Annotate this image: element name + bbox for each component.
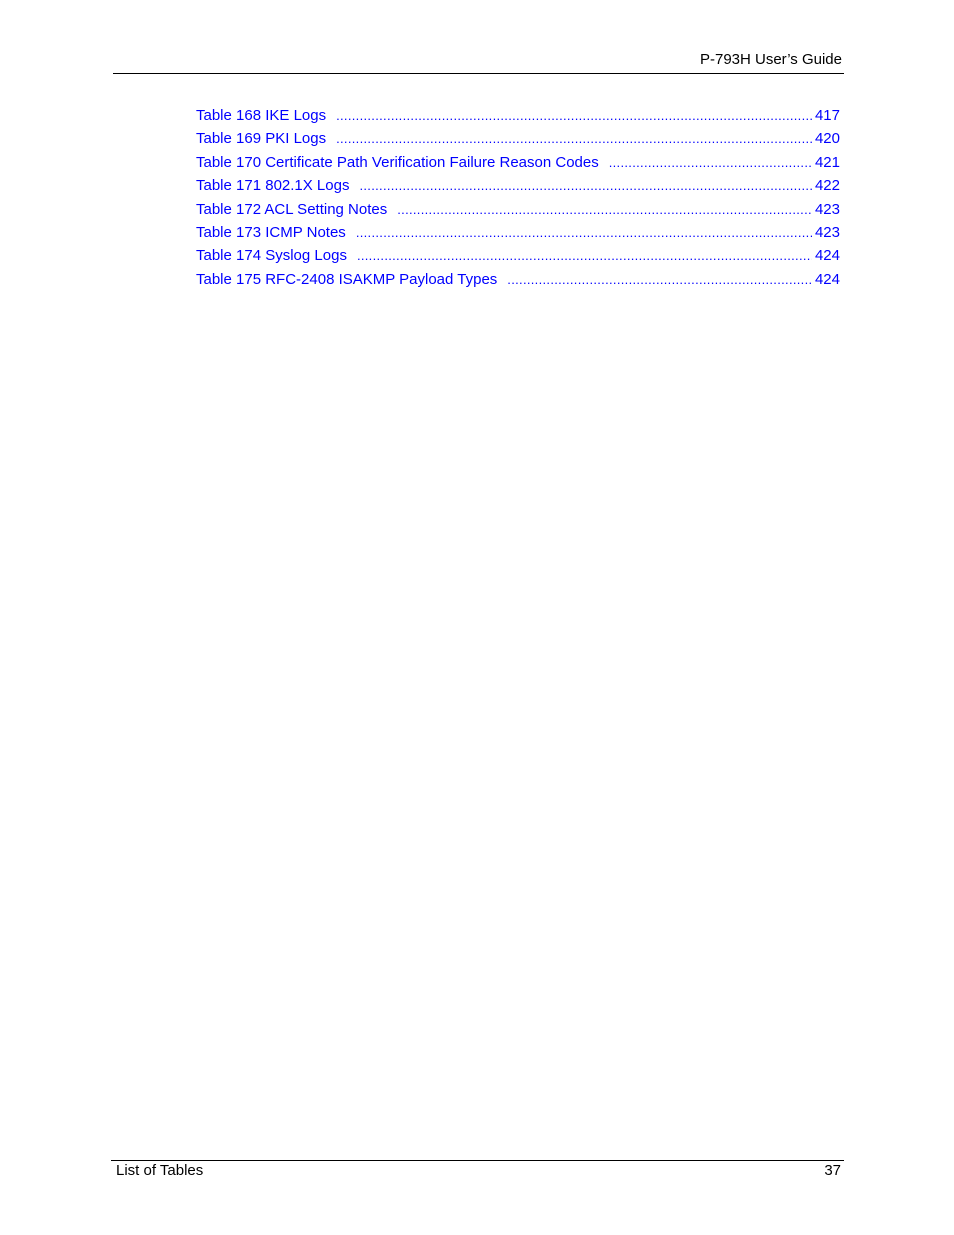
toc-entry-page: 424: [814, 270, 840, 288]
toc-item: [196, 106, 840, 129]
toc-item: [196, 129, 840, 152]
toc-link-table-168[interactable]: [196, 106, 840, 129]
header-divider: [113, 73, 844, 74]
dot-leader: [507, 270, 812, 290]
toc-entry-label: Table 173 ICMP Notes: [196, 223, 346, 241]
dot-leader: [359, 176, 812, 196]
toc-link-table-174[interactable]: [196, 246, 840, 269]
toc-link-table-175[interactable]: [196, 270, 840, 293]
dot-leader: [609, 153, 812, 173]
toc-item: [196, 153, 840, 176]
toc-item: [196, 246, 840, 269]
dot-leader: [397, 200, 812, 220]
toc-link-table-171[interactable]: [196, 176, 840, 199]
toc-link-table-170[interactable]: [196, 153, 840, 176]
toc-item: [196, 223, 840, 246]
toc-entry-label: Table 171 802.1X Logs: [196, 177, 350, 195]
footer-section-title: List of Tables: [116, 1162, 204, 1179]
dot-leader: [357, 246, 812, 266]
toc-entry-page: 424: [814, 247, 840, 265]
toc-entry-label: Table 169 PKI Logs: [196, 130, 327, 148]
toc-entry-page: 423: [814, 200, 840, 218]
dot-leader: [336, 106, 812, 126]
toc-entry-label: Table 168 IKE Logs: [196, 107, 327, 124]
document-title: P-793H User’s Guide: [699, 51, 842, 68]
dot-leader: [336, 129, 812, 149]
toc-link-table-172[interactable]: [196, 200, 840, 223]
toc-item: [196, 176, 840, 199]
toc-entry-page: 421: [814, 153, 840, 171]
toc-entry-page: 422: [814, 177, 840, 195]
toc-entry-label: Table 175 RFC-2408 ISAKMP Payload Types: [196, 270, 498, 288]
toc-entry-page: 417: [814, 107, 840, 124]
toc-item: [196, 270, 840, 293]
footer-page-number: 37: [824, 1162, 841, 1179]
toc-entry-label: Table 174 Syslog Logs: [196, 247, 347, 265]
footer-divider: [111, 1160, 844, 1161]
dot-leader: [356, 223, 812, 243]
toc-entry-label: Table 170 Certificate Path Verification Failure Reason Codes: [196, 153, 599, 171]
toc-entry-page: 423: [814, 223, 840, 241]
toc-entry-label: Table 172 ACL Setting Notes: [196, 200, 388, 218]
toc-entry-page: 420: [814, 130, 840, 148]
toc-item: [196, 200, 840, 223]
toc-link-table-169[interactable]: [196, 129, 840, 152]
toc-link-table-173[interactable]: [196, 223, 840, 246]
table-of-contents: [196, 106, 840, 293]
